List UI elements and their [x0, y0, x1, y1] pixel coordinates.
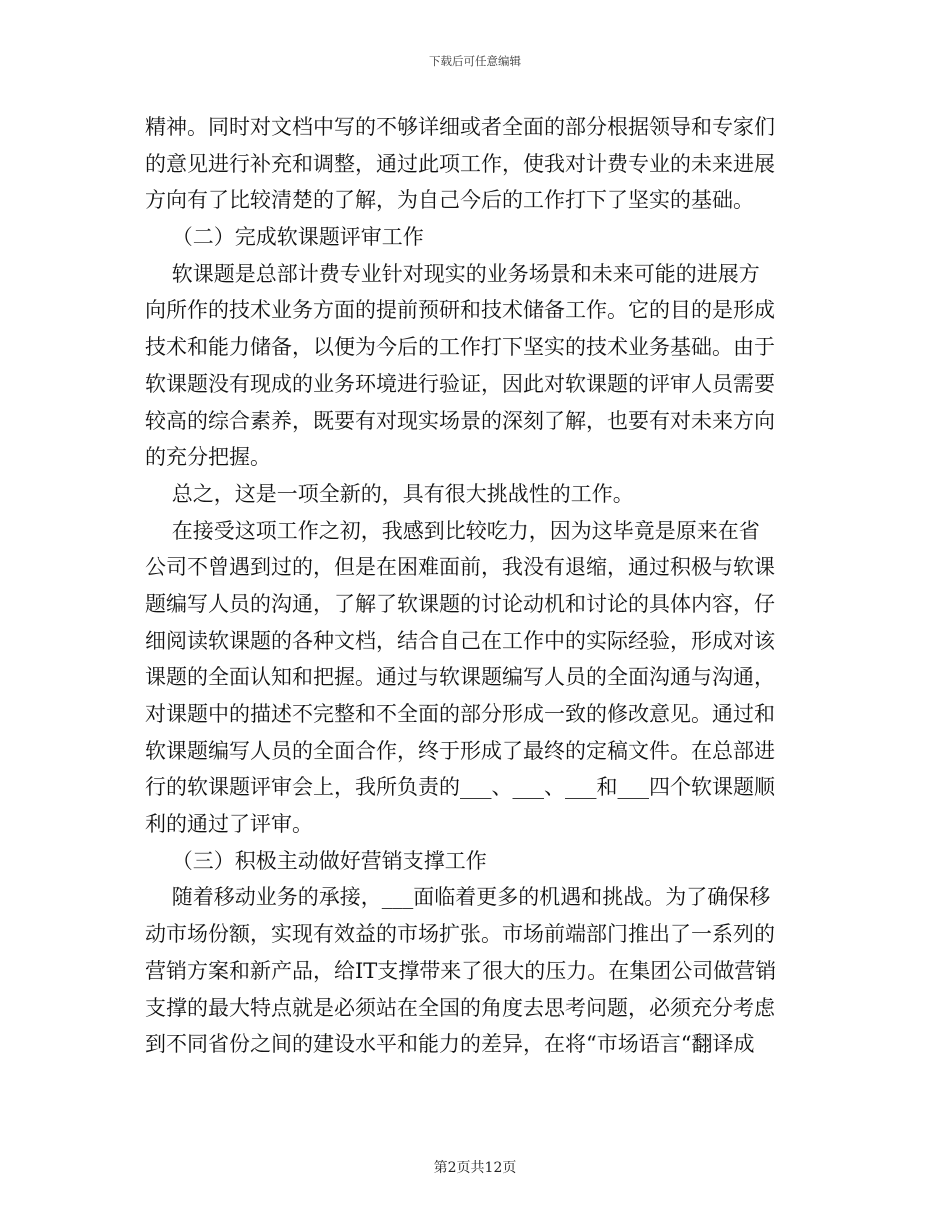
body-line: 营销方案和新产品，给IT支撑带来了很大的压力。在集团公司做营销 — [145, 958, 777, 983]
body-line: 题编写人员的沟通，了解了软课题的讨论动机和讨论的具体内容，仔 — [145, 591, 775, 616]
body-line: 支撑的最大特点就是必须站在全国的角度去思考问题，必须充分考虑 — [145, 995, 775, 1020]
body-line: 软课题编写人员的全面合作，终于形成了最终的定稿文件。在总部进 — [145, 738, 775, 763]
body-line: 软课题没有现成的业务环境进行验证，因此对软课题的评审人员需要 — [145, 371, 775, 396]
section-heading: （三）积极主动做好营销支撑工作 — [145, 848, 487, 873]
section-heading: （二）完成软课题评审工作 — [145, 225, 424, 250]
body-line: 细阅读软课题的各种文档，结合自己在工作中的实际经验，形成对该 — [145, 628, 775, 653]
page-header: 下载后可任意编辑 — [429, 54, 521, 68]
body-line: 软课题是总部计费专业针对现实的业务场景和未来可能的进展方 — [145, 261, 760, 286]
body-line: 的充分把握。 — [145, 445, 271, 470]
body-line: 技术和能力储备，以便为今后的工作打下坚实的技术业务基础。由于 — [145, 335, 775, 360]
body-line: 课题的全面认知和把握。通过与软课题编写人员的全面沟通与沟通， — [145, 665, 775, 690]
body-line: 较高的综合素养，既要有对现实场景的深刻了解，也要有对未来方向 — [145, 408, 775, 433]
body-line: 公司不曾遇到过的，但是在困难面前，我没有退缩，通过积极与软课 — [145, 555, 775, 580]
document-body — [145, 109, 805, 1063]
body-line: 总之，这是一项全新的，具有很大挑战性的工作。 — [145, 481, 634, 506]
body-line: 对课题中的描述不完整和不全面的部分形成一致的修改意见。通过和 — [145, 702, 775, 726]
body-line: 随着移动业务的承接，___面临着更多的机遇和挑战。为了确保移 — [145, 885, 771, 910]
body-line: 在接受这项工作之初，我感到比较吃力，因为这毕竟是原来在省 — [145, 518, 760, 543]
body-line: 利的通过了评审。 — [145, 812, 313, 837]
body-line: 的意见进行补充和调整，通过此项工作，使我对计费专业的未来进展 — [145, 151, 775, 176]
body-line: 向所作的技术业务方面的提前预研和技术储备工作。它的目的是形成 — [145, 298, 775, 323]
body-line: 方向有了比较清楚的了解，为自己今后的工作打下了坚实的基础。 — [145, 188, 754, 213]
body-line: 行的软课题评审会上，我所负责的___、___、___和___四个软课题顺 — [145, 775, 775, 800]
body-line: 到不同省份之间的建设水平和能力的差异，在将“市场语言“翻译成 — [145, 1032, 755, 1057]
body-line: 精神。同时对文档中写的不够详细或者全面的部分根据领导和专家们 — [145, 115, 775, 139]
page-footer: 第2页共12页 — [433, 1160, 517, 1176]
body-line: 动市场份额，实现有效益的市场扩张。市场前端部门推出了一系列的 — [145, 922, 775, 947]
